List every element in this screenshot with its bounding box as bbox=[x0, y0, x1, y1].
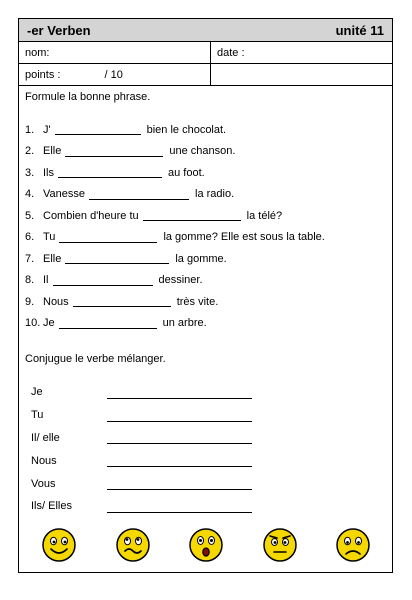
item-number: 7. bbox=[25, 252, 35, 265]
points-extra-cell bbox=[211, 64, 392, 85]
item-end: une chanson. bbox=[169, 145, 236, 158]
list-item bbox=[25, 227, 387, 249]
item-number: 9. bbox=[25, 295, 35, 308]
conjugation-row bbox=[31, 427, 331, 450]
pronoun-label: Il/ elle bbox=[31, 431, 60, 444]
item-number: 2. bbox=[25, 145, 35, 158]
list-item bbox=[25, 291, 387, 313]
item-start: Combien d'heure tu bbox=[43, 209, 139, 222]
conjugation-row bbox=[31, 449, 331, 472]
answer-blank[interactable] bbox=[59, 232, 157, 243]
item-end: dessiner. bbox=[158, 274, 203, 287]
pronoun-label: Vous bbox=[31, 477, 56, 490]
date-field[interactable] bbox=[211, 42, 392, 63]
conjugation-row bbox=[31, 381, 331, 404]
item-start: Ils bbox=[43, 166, 54, 179]
answer-blank[interactable] bbox=[59, 318, 157, 329]
exercise1-instruction: Formule la bonne phrase. bbox=[25, 91, 151, 103]
item-number: 3. bbox=[25, 166, 35, 179]
date-label: date : bbox=[217, 46, 245, 59]
item-end: la radio. bbox=[195, 188, 235, 201]
list-item bbox=[25, 270, 387, 292]
annoyed-smiley-icon[interactable] bbox=[262, 527, 298, 563]
item-number: 10. bbox=[25, 317, 41, 330]
item-end: au foot. bbox=[168, 166, 205, 179]
pronoun-label: Nous bbox=[31, 454, 57, 467]
pronoun-label: Tu bbox=[31, 409, 44, 422]
answer-blank[interactable] bbox=[73, 296, 171, 307]
answer-blank[interactable] bbox=[65, 253, 169, 264]
name-field[interactable] bbox=[19, 42, 211, 63]
name-label: nom: bbox=[25, 46, 50, 59]
item-number: 5. bbox=[25, 209, 35, 222]
points-max: / 10 bbox=[104, 68, 123, 81]
item-start: Il bbox=[43, 274, 49, 287]
item-end: un arbre. bbox=[162, 317, 207, 330]
item-start: J' bbox=[43, 123, 51, 136]
conjugation-blank[interactable] bbox=[107, 386, 252, 399]
worksheet bbox=[18, 18, 393, 573]
points-field[interactable] bbox=[19, 64, 211, 85]
conjugation-blank[interactable] bbox=[107, 500, 252, 513]
conjugation-row bbox=[31, 472, 331, 495]
item-end: la gomme. bbox=[175, 252, 227, 265]
item-start: Tu bbox=[43, 231, 56, 244]
worksheet-title: -er Verben bbox=[27, 22, 91, 38]
list-item bbox=[25, 313, 387, 335]
sentence-list bbox=[25, 119, 387, 334]
item-number: 4. bbox=[25, 188, 35, 201]
worksheet-header bbox=[19, 19, 392, 42]
item-start: Vanesse bbox=[43, 188, 85, 201]
list-item bbox=[25, 205, 387, 227]
item-end: la télé? bbox=[246, 209, 283, 222]
exercise2-instruction: Conjugue le verbe mélanger. bbox=[25, 353, 166, 365]
answer-blank[interactable] bbox=[55, 124, 141, 135]
conjugation-blank[interactable] bbox=[107, 454, 252, 467]
pronoun-label: Je bbox=[31, 386, 43, 399]
conjugation-row bbox=[31, 495, 331, 518]
points-row bbox=[19, 64, 392, 86]
item-start: Elle bbox=[43, 145, 62, 158]
name-date-row bbox=[19, 42, 392, 64]
item-number: 1. bbox=[25, 123, 35, 136]
list-item bbox=[25, 248, 387, 270]
self-assessment-smileys bbox=[41, 527, 371, 563]
item-start: Nous bbox=[43, 295, 69, 308]
sad-smiley-icon[interactable] bbox=[335, 527, 371, 563]
item-end: bien le chocolat. bbox=[146, 123, 227, 136]
wavy-smiley-icon[interactable] bbox=[115, 527, 151, 563]
conjugation-blank[interactable] bbox=[107, 477, 252, 490]
item-start: Elle bbox=[43, 252, 62, 265]
answer-blank[interactable] bbox=[53, 275, 153, 286]
item-start: Je bbox=[43, 317, 55, 330]
list-item bbox=[25, 184, 387, 206]
item-number: 8. bbox=[25, 274, 35, 287]
item-end: la gomme? Elle est sous la table. bbox=[163, 231, 325, 244]
conjugation-row bbox=[31, 404, 331, 427]
happy-smiley-icon[interactable] bbox=[41, 527, 77, 563]
list-item bbox=[25, 162, 387, 184]
conjugation-table bbox=[31, 381, 331, 518]
answer-blank[interactable] bbox=[58, 167, 162, 178]
conjugation-blank[interactable] bbox=[107, 409, 252, 422]
item-number: 6. bbox=[25, 231, 35, 244]
list-item bbox=[25, 119, 387, 141]
pronoun-label: Ils/ Elles bbox=[31, 500, 72, 513]
list-item bbox=[25, 141, 387, 163]
answer-blank[interactable] bbox=[65, 146, 163, 157]
unit-label: unité 11 bbox=[335, 22, 384, 38]
conjugation-blank[interactable] bbox=[107, 431, 252, 444]
answer-blank[interactable] bbox=[143, 210, 241, 221]
item-end: très vite. bbox=[176, 295, 219, 308]
surprised-smiley-icon[interactable] bbox=[188, 527, 224, 563]
answer-blank[interactable] bbox=[89, 189, 189, 200]
points-label: points : bbox=[25, 68, 61, 81]
